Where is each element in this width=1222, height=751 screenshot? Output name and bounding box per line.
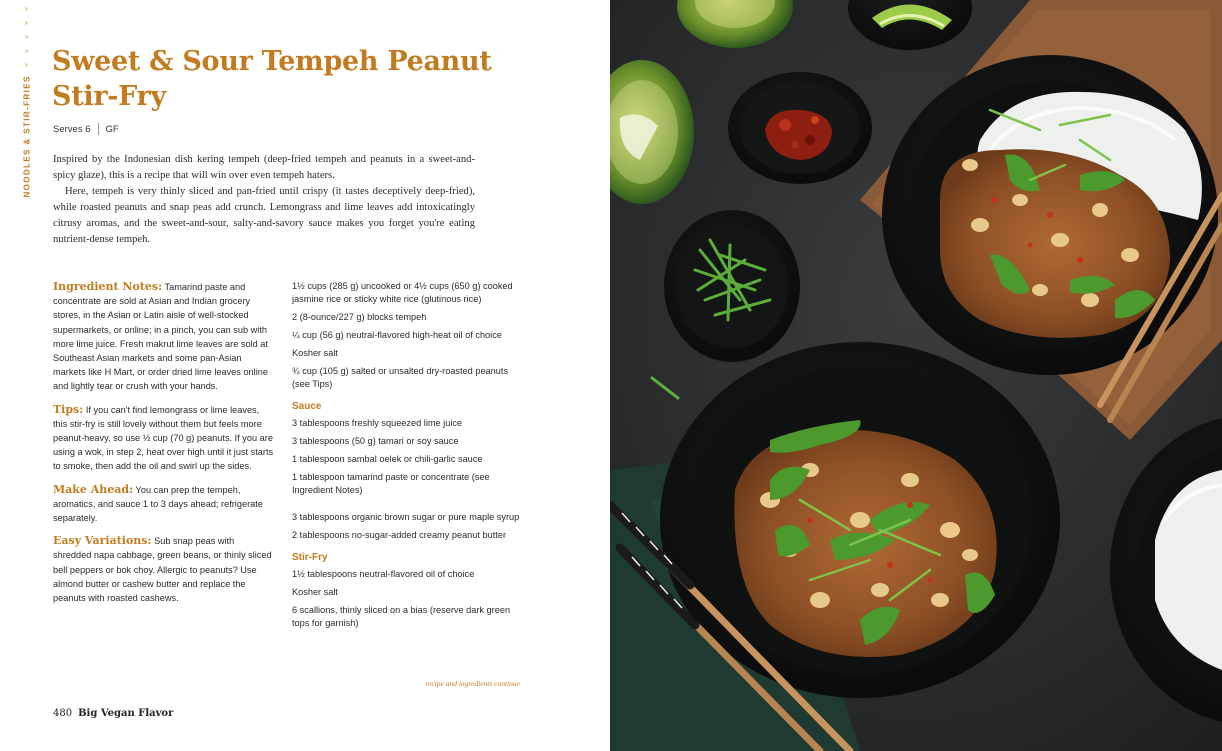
intro-paragraph: Inspired by the Indonesian dish kering tempeh (deep-fried tempeh and peanuts in a sweet-and-spicy glaze), this is a recipe that will win over even tempeh haters. [53,154,475,181]
note-heading: Easy Variations: [53,534,152,548]
page-footer [53,708,173,719]
note-variations [53,534,275,605]
note-heading: Make Ahead: [53,482,134,496]
recipe-title: Sweet & Sour Tempeh Peanut Stir-Fry [52,46,492,112]
note-text: You can prep the tempeh, aromatics, and sauce 1 to 3 days ahead; refrigerate separately. [53,484,263,524]
ingredient-item: 1½ cups (285 g) uncooked or 4½ cups (650 g) cooked jasmine rice or sticky white rice (glutinous rice) [292,281,513,304]
page-number: 480 [53,708,73,719]
ingredient-item: ¾ cup (105 g) salted or unsalted dry-roasted peanuts (see Tips) [292,366,509,389]
ingredient-item: 2 tablespoons no-sugar-added creamy peanut butter [292,530,507,540]
recipe-notes [53,280,275,614]
note-ingredient [53,280,275,394]
intro-paragraph: Here, tempeh is very thinly sliced and pan-fried until crispy (it tastes deceptively deep-fried), while roasted peanuts and snap peas add crunch. Lemongrass and lime leaves add intoxicatingly citrusy aromas, and the sweet-and-sour, salty-and-savory sauce makes you forget you're eating nutrient-dense tempeh. [53,186,475,245]
note-heading: Tips: [53,402,84,416]
meta-divider [98,123,99,135]
note-text: Sub snap peas with shredded napa cabbage, green beans, or thinly sliced bell peppers or bok choy. Allergic to peanuts? Use almond butter or cashew butter and replace the peanuts with roasted cashews. [53,536,272,604]
ingredient-item: Kosher salt [292,348,338,358]
note-text: Tamarind paste and concentrate are sold at Asian and Indian grocery stores, in the Asian or Latin aisle of well-stocked supermarkets, or online; in a pinch, you can sub with more lime juice. Fresh makrut lime leaves are sold at Southeast Asian markets and some pan-Asian markets like H Mart, or order dried lime leaves online and lightly tear or crush with your hands. [53,282,268,392]
side-mark: × [24,6,30,13]
recipe-page [0,0,610,751]
ingredient-item: 1½ tablespoons neutral-flavored oil of choice [292,569,475,579]
ingredient-item: 3 tablespoons organic brown sugar or pure maple syrup [292,512,520,522]
continue-note: recipe and ingredients continue [425,679,520,688]
section-heading-stir-fry: Stir-Fry [292,552,328,563]
diet-label: GF [105,123,119,135]
food-photo [610,0,1222,751]
ingredient-item: 3 tablespoons freshly squeezed lime juice [292,418,463,428]
note-text: If you can't find lemongrass or lime leaves, this stir-fry is still lovely without them but feels more peanut-heavy, so use ½ cup (70 g) peanuts. If you are using a wok, in step 2, heat over high until it just starts to smoke, then add the oil and swirl up the sides. [53,404,274,472]
note-heading: Ingredient Notes: [53,280,163,293]
note-tips [53,403,275,474]
section-heading-sauce: Sauce [292,401,322,412]
ingredient-item: 1 tablespoon sambal oelek or chili-garlic sauce [292,454,483,464]
food-photo-illustration [610,0,1222,751]
recipe-intro [53,152,475,248]
note-make-ahead [53,483,275,526]
ingredient-list [292,280,524,635]
serves-label: Serves 6 [53,123,91,135]
scallion-bowl [664,210,800,362]
side-mark: × [24,48,30,55]
ingredient-item: ¼ cup (56 g) neutral-flavored high-heat oil of choice [292,330,502,340]
ingredient-item: Kosher salt [292,587,338,597]
ingredient-item: 3 tablespoons (50 g) tamari or soy sauce [292,436,459,446]
side-mark: × [24,34,30,41]
ingredient-item: 1 tablespoon tamarind paste or concentrate (see Ingredient Notes) [292,472,490,495]
chapter-side-tab [20,6,36,206]
chili-sauce-bowl [728,72,872,184]
side-mark: × [24,20,30,27]
ingredient-item: 6 scallions, thinly sliced on a bias (reserve dark green tops for garnish) [292,605,511,628]
ingredient-item: 2 (8-ounce/227 g) blocks tempeh [292,312,427,322]
chapter-label: NOODLES & STIR-FRIES [22,75,32,198]
book-title: Big Vegan Flavor [78,708,174,719]
top-bowl [882,55,1218,375]
recipe-meta [53,123,119,135]
side-mark: × [24,62,30,69]
